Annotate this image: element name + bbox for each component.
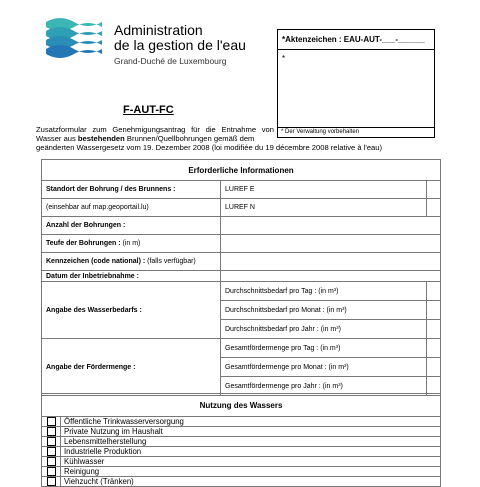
info-table <box>41 159 441 396</box>
intro-bold: bestehenden <box>77 134 125 144</box>
bedarf-tag-label: Durchschnittsbedarf pro Tag : (in m³) <box>221 282 427 301</box>
use-checkbox[interactable] <box>42 467 61 477</box>
aktenzeichen-footnote: * Der Verwaltung vorbehalten <box>278 127 434 137</box>
kennzeichen-field[interactable] <box>221 253 441 271</box>
intro-part1: Zusatzformular zum Genehmigungsantrag für die Entnahme von Wasser aus <box>36 125 274 144</box>
use-option-label: Kühlwasser <box>61 457 441 467</box>
use-option-label: Private Nutzung im Haushalt <box>61 427 441 437</box>
aktenzeichen-box <box>277 29 435 138</box>
use-checkbox[interactable] <box>42 437 61 447</box>
info-table-title: Erforderliche Informationen <box>42 160 441 181</box>
standort-hint: (einsehbar auf map.geoportail.lu) <box>42 199 221 217</box>
intro-tail: geänderten Wassergesetz vom 19. Dezember 2008 (loi modifiée du 19 décembre 2008 relative à l'eau) <box>36 143 383 152</box>
bedarf-monat-field[interactable] <box>427 301 441 320</box>
foerder-tag-field[interactable] <box>427 339 441 358</box>
foerder-label: Angabe der Fördermenge : <box>42 339 221 396</box>
foerder-jahr-label: Gesamtfördermenge pro Jahr : (in m³) <box>221 377 427 396</box>
aktenzeichen-label: *Aktenzeichen : EAU-AUT-___-______ <box>278 30 434 50</box>
org-name-line1: Administration <box>114 22 203 38</box>
agency-logo-waves-icon <box>44 14 104 62</box>
intro-text <box>36 125 274 143</box>
standort-label: Standort der Bohrung / des Brunnens : <box>42 181 221 199</box>
use-option-label: Viehzucht (Tränken) <box>61 477 441 487</box>
kennzeichen-label: Kennzeichen (code national) : (falls verfügbar) <box>42 253 221 271</box>
luref-e-field[interactable] <box>427 181 441 199</box>
foerder-tag-label: Gesamtfördermenge pro Tag : (in m³) <box>221 339 427 358</box>
use-option-label: Industrielle Produktion <box>61 447 441 457</box>
luref-n-label: LUREF N <box>221 199 427 217</box>
use-checkbox[interactable] <box>42 417 61 427</box>
bedarf-jahr-field[interactable] <box>427 320 441 339</box>
foerder-monat-label: Gesamtfördermenge pro Monat : (in m³) <box>221 358 427 377</box>
use-checkbox[interactable] <box>42 457 61 467</box>
anzahl-label: Anzahl der Bohrungen : <box>42 217 221 235</box>
use-option-label: Lebensmittelherstellung <box>61 437 441 447</box>
use-checkbox[interactable] <box>42 447 61 457</box>
foerder-monat-field[interactable] <box>427 358 441 377</box>
use-option-label: Reinigung <box>61 467 441 477</box>
form-code-title: F-AUT-FC <box>123 104 174 116</box>
datum-label: Datum der Inbetriebnahme : <box>42 271 221 282</box>
use-option-label: Öffentliche Trinkwasserversorgung <box>61 417 441 427</box>
datum-field[interactable] <box>221 271 441 282</box>
luref-e-label: LUREF E <box>221 181 427 199</box>
bedarf-label: Angabe des Wasserbedarfs : <box>42 282 221 339</box>
anzahl-field[interactable] <box>221 217 441 235</box>
use-checkbox[interactable] <box>42 427 61 437</box>
bedarf-jahr-label: Durchschnittsbedarf pro Jahr : (in m³) <box>221 320 427 339</box>
luref-n-field[interactable] <box>427 199 441 217</box>
teufe-field[interactable] <box>221 235 441 253</box>
org-subtitle: Grand-Duché de Luxembourg <box>114 56 227 66</box>
use-checkbox[interactable] <box>42 477 61 487</box>
org-name-line2: de la gestion de l'eau <box>114 37 246 53</box>
intro-part2: Brunnen/Quellbohrungen gemäß dem <box>124 134 255 144</box>
use-table <box>41 393 441 487</box>
bedarf-tag-field[interactable] <box>427 282 441 301</box>
bedarf-monat-label: Durchschnittsbedarf pro Monat : (in m³) <box>221 301 427 320</box>
use-table-title: Nutzung des Wassers <box>42 394 441 417</box>
aktenzeichen-asterisk[interactable]: * <box>282 54 286 63</box>
teufe-label: Teufe der Bohrungen : (in m) <box>42 235 221 253</box>
